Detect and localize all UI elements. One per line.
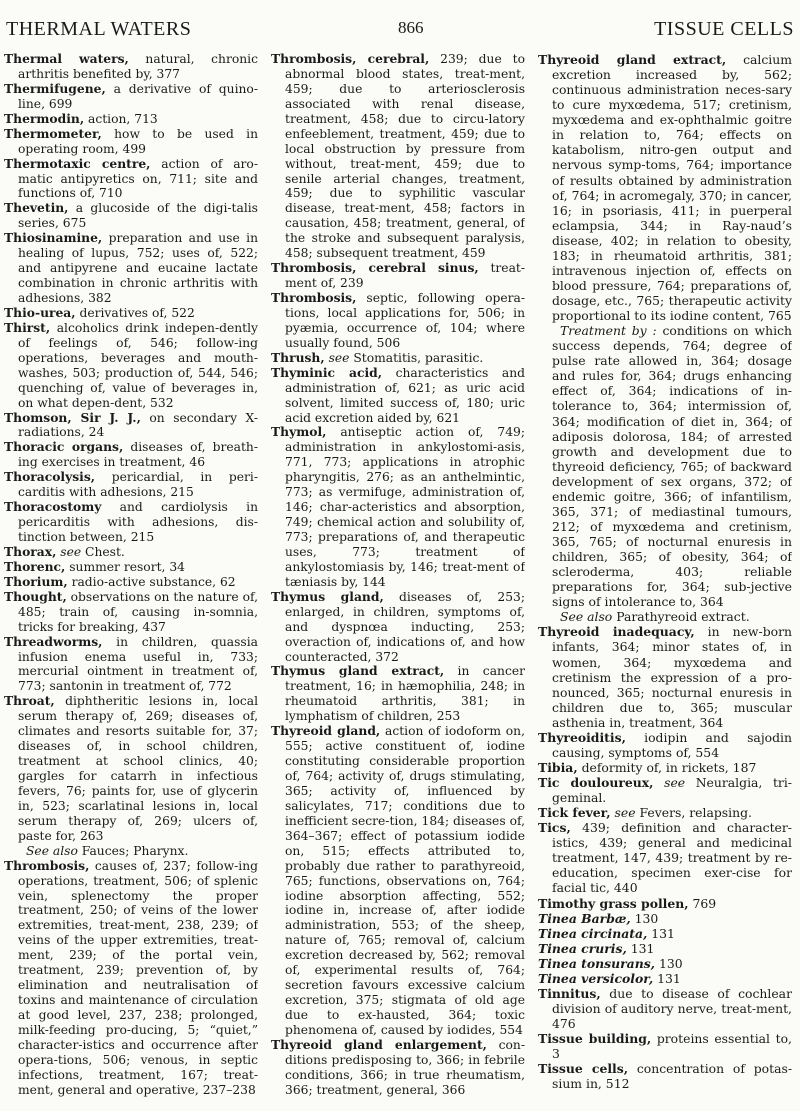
entry-headword: Thiosinamine, [4,230,103,246]
entry-headword: Tinea cruris, [538,940,627,956]
entry-headword: Thomson, Sir J. J., [4,409,141,425]
entry-headword: Tics, [538,820,571,836]
see-reference-label: see [610,805,636,821]
running-header [6,18,794,46]
index-entry [4,560,258,575]
entry-text: diphtheritic lesions in, local serum therapy of, 269; diseases of, climates and resorts suitable for, 37; diseases of, in school children, treatment at school clinics, 40; gargles for catarrh in infectious fevers, 76; paints for, use of glycerin in, 523; scarlatinal lesions in, local serum therapy of, 269; ulcers of, paste for, 263 [18,694,258,843]
index-entry [4,112,258,127]
index-entry [538,1031,792,1061]
entry-text: how to be used in operating room, 499 [18,126,258,156]
entry-text: 769 [688,895,717,911]
entry-text: action, 713 [84,111,158,126]
index-entry [538,956,792,971]
entry-headword: Thrombosis, cerebral sinus, [271,260,479,276]
entry-text: 131 [626,940,655,956]
index-entry [538,1061,792,1091]
entry-headword: Thoracic organs, [4,439,124,455]
index-entry [538,820,792,895]
index-entry [4,440,258,470]
page-number: 866 [398,18,424,37]
entry-text: in new-born infants, 364; minor states of, in women, 364; myxœdema and cretinism the expression of a pro-nounced, 365; nocturnal enuresis in children due to, 365; muscular asthenia in, treatment, 364 [552,624,792,730]
entry-headword: Thoracostomy [4,499,102,515]
entry-text: con-ditions predisposing to, 366; in febrile conditions, 366; in true rheumatism, 366; treatment, general, 366 [285,1037,525,1097]
entry-text: deformity of, in rickets, 187 [577,759,757,775]
entry-text: and cardiolysis in pericarditis with adhesions, dis-tinction between, 215 [18,500,258,544]
entry-headword: Tibia, [538,759,578,775]
see-reference-label: see [324,350,350,365]
entry-text: diseases of, breath-ing exercises in treatment, 46 [18,440,258,470]
index-entry [4,545,258,560]
index-entry [538,986,792,1031]
index-entry [271,425,525,589]
subentry [538,323,792,609]
index-entry [4,694,258,843]
entry-text: summer resort, 34 [65,559,185,574]
entry-headword: Thorenc, [4,558,66,574]
entry-text: characteristics and administration of, 621; as uric acid solvent, limited success of, 180; uric acid excretion aided by, 621 [285,365,525,425]
entry-headword: Thorax, [4,543,57,559]
entry-text: pericardial, in peri-carditis with adhesions, 215 [18,470,258,500]
entry-headword: Thermifugene, [4,80,106,96]
entry-text: derivatives of, 522 [75,305,195,320]
index-entry [538,775,792,805]
entry-text: 439; definition and character-istics, 439; general and medicinal treatment, 147, 439; treatment by re-education, specimen exer-cise for facial tic, 440 [552,820,792,896]
index-entry [271,366,525,426]
index-entry [4,82,258,112]
index-entry [538,971,792,986]
index-entry [4,52,258,82]
entry-text: radio-active substance, 62 [67,574,236,589]
index-entry [4,306,258,321]
entry-headword: Thymus gland extract, [271,663,445,679]
index-entry [538,730,792,760]
entry-headword: Thermal waters, [4,52,129,66]
entry-text: natural, chronic arthritis benefited by, 377 [18,52,258,81]
entry-headword: Tick fever, [538,805,611,821]
entry-text: causes of, 237; follow-ing operations, treatment, 506; of splenic vein, splenectomy the proper treatment, 250; of veins of the lower extremities, treat-ment, 238, 239; of veins of the upper extremities, treat-ment, 239; of the portal vein, treatment, 239; prevention of, by elimination and neutralisation of toxins and maintenance of circulation at good level, 237, 238; prolonged, milk-feeding pro-ducing, 5; “quiet,” character-istics and occurrence after opera-tions, 506; venous, in septic infections, treatment, 167; treat-ment, general and operative, 237–238 [18,858,258,1097]
entry-text: preparation and use in healing of lupus, 752; uses of, 522; and antipyrene and eucaine lactate combination in chronic arthritis with adhesions, 382 [18,231,258,305]
entry-headword: Tic douloureux, [538,775,654,790]
entry-headword: Thyminic acid, [271,364,383,380]
index-entry [4,500,258,545]
entry-headword: Throat, [4,693,55,709]
index-entry [538,624,792,729]
entry-text: due to disease of cochlear division of auditory nerve, treat-ment, 476 [552,985,792,1031]
index-entry [4,157,258,202]
index-entry [4,470,258,500]
entry-headword: Tinea tonsurans, [538,955,655,971]
entry-headword: Thrush, [271,349,325,365]
entry-headword: Tinea circinata, [538,925,648,941]
index-entry [271,52,525,261]
index-entry [538,805,792,820]
entry-headword: Thrombosis, cerebral, [271,52,430,66]
header-right-guide-word: TISSUE CELLS [654,18,794,40]
index-entry [4,321,258,411]
entry-text: conditions on which success depends, 764; degree of pulse rate allowed in, 364; dosage and rules for, 364; drugs enhancing effect of, 364; indications of in-tolerance to, 364; intermission of, 364; modification of diet in, 364; of adiposis dolorosa, 184; of arrested growth and development due to thyreoid deficiency, 765; of backward development of sex organs, 372; of endemic goitre, 366; of infantilism, 365, 371; of mediastinal tumours, 212; of myxœdema and cretinism, 365, 765; of nocturnal enuresis in children, 365; of obesity, 364; of scleroderma, 403; reliable preparations for, 364; sub-jective signs of intolerance to, 364 [552,323,792,610]
entry-text: 239; due to abnormal blood states, treat-ment, 459; due to arteriosclerosis associated with renal disease, treatment, 458; due to circu-latory enfeeblement, treatment, 459; due to local obstruction by pressure from without, treat-ment, 459; due to senile arterial changes, treatment, 459; due to syphilitic vascular disease, treat-ment, 458; factors in causation, 458; treatment, general, of the stroke and subsequent paralysis, 458; subsequent treatment, 459 [285,52,525,261]
entry-text: action of aro-matic antipyretics on, 711; site and functions of, 710 [18,156,258,201]
entry-text: a derivative of quino-line, 699 [18,81,258,111]
entry-text: alcoholics drink indepen-dently of feelings of, 546; follow-ing operations, beverages and mouth-washes, 503; production of, 544, 546; quenching of, value of beverages in, on what depen-dent, 532 [18,320,258,410]
entry-headword: Thyreoid inadequacy, [538,624,695,640]
index-entry [4,635,258,695]
entry-text: calcium excretion increased by, 562; continuous administration neces-sary to cure myxœdema, 517; cretinism, myxœdema and ex-ophthalmic goitre in relation to, 764; effects on katabolism, nitro-gen output and nervous symp-toms, 764; importance of results obtained by administration of, 764; in acromegaly, 370; in cancer, 16; in psoriasis, 411; in puerperal eclampsia, 344; in Ray-naud’s disease, 402; in relation to obesity, 183; in rheumatoid arthritis, 381; intravenous injection of, effects on blood pressure, 764; preparations of, dosage, etc., 765; therapeutic activity proportional to its iodine content, 765 [552,52,792,324]
index-entry [271,590,525,665]
entry-headword: Thevetin, [4,200,69,216]
entry-text: septic, following opera-tions, local applications for, 506; in pyæmia, occurrence of, 104; where usually found, 506 [285,291,525,350]
index-entry [271,664,525,724]
entry-text: in cancer treatment, 16; in hæmophilia, 248; in rheumatoid arthritis, 381; in lymphatism of children, 253 [285,664,525,724]
index-column-3 [538,52,792,1102]
entry-headword: Thirst, [4,319,51,335]
entry-headword: Thymus gland, [271,588,384,604]
entry-headword: Timothy grass pollen, [538,895,689,911]
entry-headword: Thermotaxic centre, [4,155,151,171]
index-entry [4,201,258,231]
header-left-guide-word: THERMAL WATERS [6,18,192,40]
entry-headword: Threadworms, [4,633,103,649]
entry-text: Fauces; Pharynx. [77,843,189,858]
entry-text: 130 [655,955,683,971]
index-entry [271,351,525,366]
entry-headword: Tissue building, [538,1031,652,1047]
entry-headword: Thymol, [271,424,327,440]
entry-headword: Thyreoiditis, [538,729,626,745]
index-entry [538,911,792,926]
see-also-entry [538,609,792,624]
entry-headword: Tissue cells, [538,1061,629,1077]
entry-headword: Thrombosis, [4,857,90,873]
entry-text: Neuralgia, tri-geminal. [552,775,792,806]
index-column-1 [4,52,258,1102]
index-entry [4,231,258,306]
index-entry [538,52,792,323]
entry-headword: Thermometer, [4,125,102,141]
see-reference-label: see [653,775,686,790]
entry-text: 131 [653,970,681,986]
index-entry [271,261,525,291]
entry-text: Stomatitis, parasitic. [349,350,484,365]
subentry-label: Treatment by : [560,323,657,339]
index-entry [538,760,792,775]
entry-text: treat-ment of, 239 [285,261,525,291]
index-entry [4,859,258,1098]
index-columns [4,52,796,1102]
entry-headword: Thought, [4,588,67,604]
entry-text: proteins essential to, 3 [552,1031,792,1062]
entry-text: 131 [647,925,675,941]
index-entry [4,590,258,635]
entry-text: action of iodoform on, 555; active constituent of, iodine constituting considerable proportion of, 764; activity of, drugs stimulating, 365; activity of, influenced by salicylates, 717; conditions due to inefficient secre-tion, 184; diseases of, 364–367; effect of potassium iodide on, 515; effects attributed to, probably due rather to parathyreoid, 765; functions, observations on, 764; iodine absorption affecting, 552; iodine in, increase of, after iodide administration, 553; of the sheep, nature of, 765; removal of, calcium excretion decreased by, 562; removal of, experimental results of, 764; secretion favours excessive calcium excretion, 375; stigmata of old age due to ex-hausted, 364; toxic phenomena of, caused by iodides, 554 [285,724,525,1037]
entry-headword: Thyreoid gland, [271,723,381,739]
entry-text: on secondary X-radiations, 24 [18,410,258,440]
index-entry [271,1038,525,1098]
entry-headword: Thoracolysis, [4,469,96,485]
entry-text: a glucoside of the digi-talis series, 675 [18,201,258,231]
index-entry [538,941,792,956]
index-entry [4,127,258,157]
entry-headword: Thio-urea, [4,304,76,320]
index-entry [271,291,525,351]
index-entry [4,411,258,441]
entry-text: Chest. [81,544,125,559]
entry-headword: Thorium, [4,573,68,589]
index-entry [538,926,792,941]
entry-text: diseases of, 253; enlarged, in children, symptoms of, and dyspnœa inducting, 253; overaction of, indications of, and how counteracted, 372 [285,589,525,664]
entry-text: iodipin and sajodin causing, symptoms of, 554 [552,729,792,760]
entry-text: Parathyreoid extract. [612,609,750,625]
index-entry [4,575,258,590]
entry-headword: Tinnitus, [538,985,601,1001]
entry-headword: Thyreoid gland extract, [538,52,727,67]
see-also-label: See also [26,843,78,858]
entry-headword: Thrombosis, [271,290,357,305]
entry-text: observations on the nature of, 485; train of, causing in-somnia, tricks for breaking, 437 [18,589,258,634]
entry-text: antiseptic action of, 749; administration in ankylostomi-asis, 771, 773; applications in atrophic pharyngitis, 276; as an anthelmintic, 773; as vermifuge, administration of, 146; char-acteristics and absorption, 749; chemical action and solubility of, 773; preparations of, and therapeutic uses, 773; treatment of ankylostomiasis by, 146; treat-ment of tæniasis by, 144 [285,425,525,589]
entry-text: 130 [630,910,659,926]
index-entry [538,896,792,911]
see-also-entry [4,844,258,859]
index-column-2 [271,52,525,1102]
entry-headword: Thyreoid gland enlargement, [271,1036,487,1052]
entry-text: in children, quassia infusion enema useful in, 733; mercurial ointment in treatment of, 773; santonin in treatment of, 772 [18,634,258,694]
see-reference-label: see [56,544,82,559]
entry-headword: Tinea versicolor, [538,970,654,986]
entry-text: concentration of potas-sium in, 512 [552,1061,792,1092]
index-entry [271,724,525,1038]
see-also-label: See also [560,609,613,625]
entry-headword: Tinea Barbæ, [538,910,631,926]
entry-headword: Thermodin, [4,110,85,126]
entry-text: Fevers, relapsing. [635,805,752,821]
